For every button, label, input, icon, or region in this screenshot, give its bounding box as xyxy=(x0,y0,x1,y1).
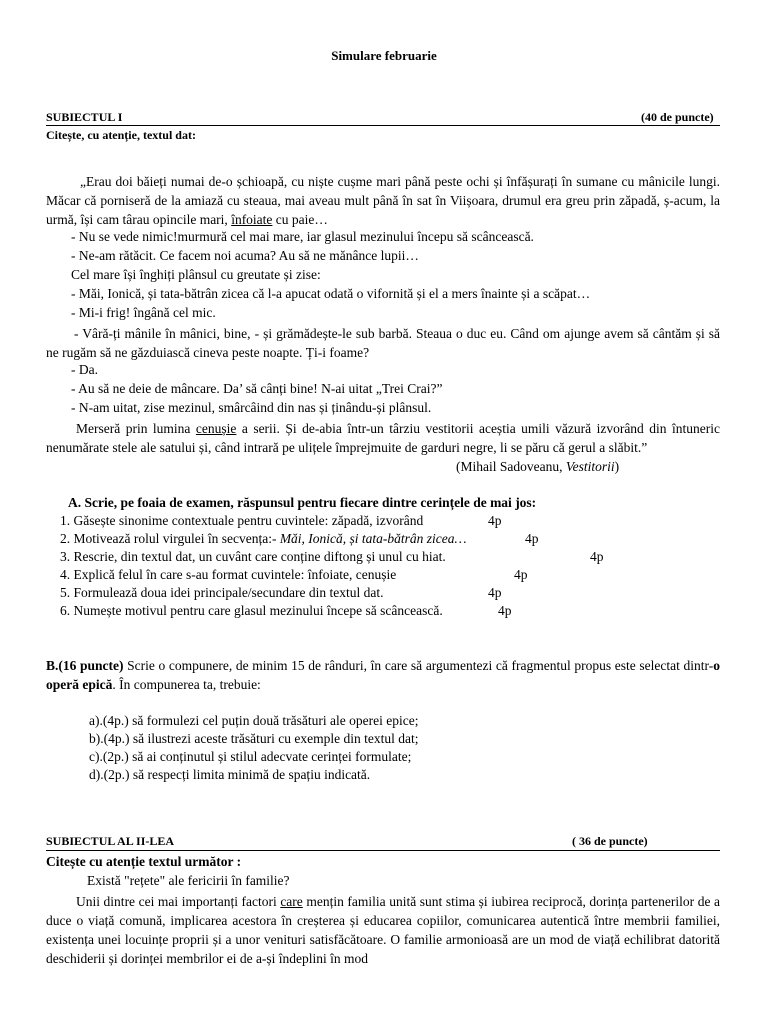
part-b-item: a).(4p.) să formulezi cel puțin două trăsături ale operei epice; xyxy=(89,713,419,728)
section-instruction: Citește, cu atenție, textul dat: xyxy=(46,128,196,142)
part-b-statement: B.(16 puncte) Scrie o compunere, de minim 15 de rânduri, în care să argumentezi că fragmentul propus este selectat dintr-o operă epică. În compunerea ta, trebuie: xyxy=(46,658,721,692)
text-paragraph: Merseră prin lumina cenușie a serii. Și de-abia într-un târziu vestitorii aceștia umili văzură izvorând din întuneric nenumărate stele ale satului și, când intrară pe ulițele împrejmuite de garduri negre, li se păru că gerul a slăbit.” xyxy=(46,421,720,455)
dialogue-line: - N-am uitat, zise mezinul, smârcâind din nas și ținându-și plânsul. xyxy=(71,400,432,415)
item-points: 4p xyxy=(525,531,539,546)
item-points: 4p xyxy=(514,567,528,582)
part-a-item: 5. Formulează doua idei principale/secundare din textul dat. xyxy=(60,585,384,600)
dialogue-line: - Mi-i frig! îngână cel mic. xyxy=(71,305,216,320)
text-source: (Mihail Sadoveanu, Vestitorii) xyxy=(456,459,620,474)
item-points: 4p xyxy=(488,513,502,528)
section-divider xyxy=(46,125,720,126)
item-points: 4p xyxy=(488,585,502,600)
dialogue-line: - Da. xyxy=(71,362,98,377)
dialogue-line: - Ne-am rătăcit. Ce facem noi acuma? Au să ne mănânce lupii… xyxy=(71,248,419,263)
section-divider xyxy=(46,850,720,851)
dialogue-line: - Nu se vede nimic!murmură cel mai mare, iar glasul mezinului începu să scâncească. xyxy=(71,229,534,244)
text-paragraph: Unii dintre cei mai importanți factori care mențin familia unită sunt stima și iubirea reciprocă, dorința partenerilor de a duce o viață comună, implicarea acestora în creșterea și educarea copiilor, comunicarea autentică între membrii familiei, existența unei locuințe proprii și a unor venituri satisfăcătoare. O familie armonioasă are un mod de viață echilibrat datorită deschiderii și dorinței membrilor ei de a-și îndeplini în mod xyxy=(46,894,721,966)
text-question: Există "rețete" ale fericirii în familie? xyxy=(87,873,290,888)
section-heading: SUBIECTUL I xyxy=(46,110,123,124)
item-points: 4p xyxy=(498,603,512,618)
part-b-item: c).(2p.) să ai conținutul și stilul adecvate cerinței formulate; xyxy=(89,749,412,764)
part-b-item: d).(2p.) să respecți limita minimă de spațiu indicată. xyxy=(89,767,371,782)
section-points: ( 36 de puncte) xyxy=(572,834,648,848)
dialogue-line: - Măi, Ionică, și tata-bătrân zicea că l-a apucat odată o vifornită și el a mers înainte și a scăpat… xyxy=(71,286,591,301)
part-a-item: 6. Numește motivul pentru care glasul mezinului începe să scâncească. xyxy=(60,603,443,618)
part-b-item: b).(4p.) să ilustrezi aceste trăsături cu exemple din textul dat; xyxy=(89,731,419,746)
text-paragraph: „Erau doi băieți numai de-o șchioapă, cu niște cușme mari până peste ochi și înfășurați în sumane cu mânicile lungi. Măcar că porniseră de la amiază cu steaua, mai aveau mult până în sat în Viișoara, drumul era greu prin zăpadă, ș-acum, la urmă, își cam târau opincile mari, înfoiate cu paie… xyxy=(46,174,720,227)
part-a-item: 2. Motivează rolul virgulei în secvența:- Măi, Ionică, și tata-bătrân zicea… xyxy=(60,531,467,546)
dialogue-line: - Au să ne deie de mâncare. Da’ să cânți bine! N-ai uitat „Trei Crai?” xyxy=(71,381,443,396)
text-paragraph: - Vâră-ți mânile în mânici, bine, - și grămădește-le sub barbă. Steaua o duc eu. Când om ajunge avem să cântăm și să ne rugăm să ne găzduiască cineva peste noapte. Ți-i foame? xyxy=(46,326,720,360)
part-a-heading: A. Scrie, pe foaia de examen, răspunsul pentru fiecare dintre cerințele de mai jos: xyxy=(68,495,537,510)
part-a-item: 3. Rescrie, din textul dat, un cuvânt care conține diftong și unul cu hiat. xyxy=(60,549,446,564)
part-a-item: 4. Explică felul în care s-au format cuvintele: înfoiate, cenușie xyxy=(60,567,397,582)
narrative-line: Cel mare își înghiți plânsul cu greutate și zise: xyxy=(71,267,321,282)
page-title: Simulare februarie xyxy=(331,48,437,63)
section-heading: SUBIECTUL AL II-LEA xyxy=(46,834,175,848)
section-instruction: Citește cu atenție textul următor : xyxy=(46,854,242,869)
item-points: 4p xyxy=(590,549,604,564)
section-points: (40 de puncte) xyxy=(641,110,714,124)
part-a-item: 1. Găsește sinonime contextuale pentru cuvintele: zăpadă, izvorând xyxy=(60,513,424,528)
